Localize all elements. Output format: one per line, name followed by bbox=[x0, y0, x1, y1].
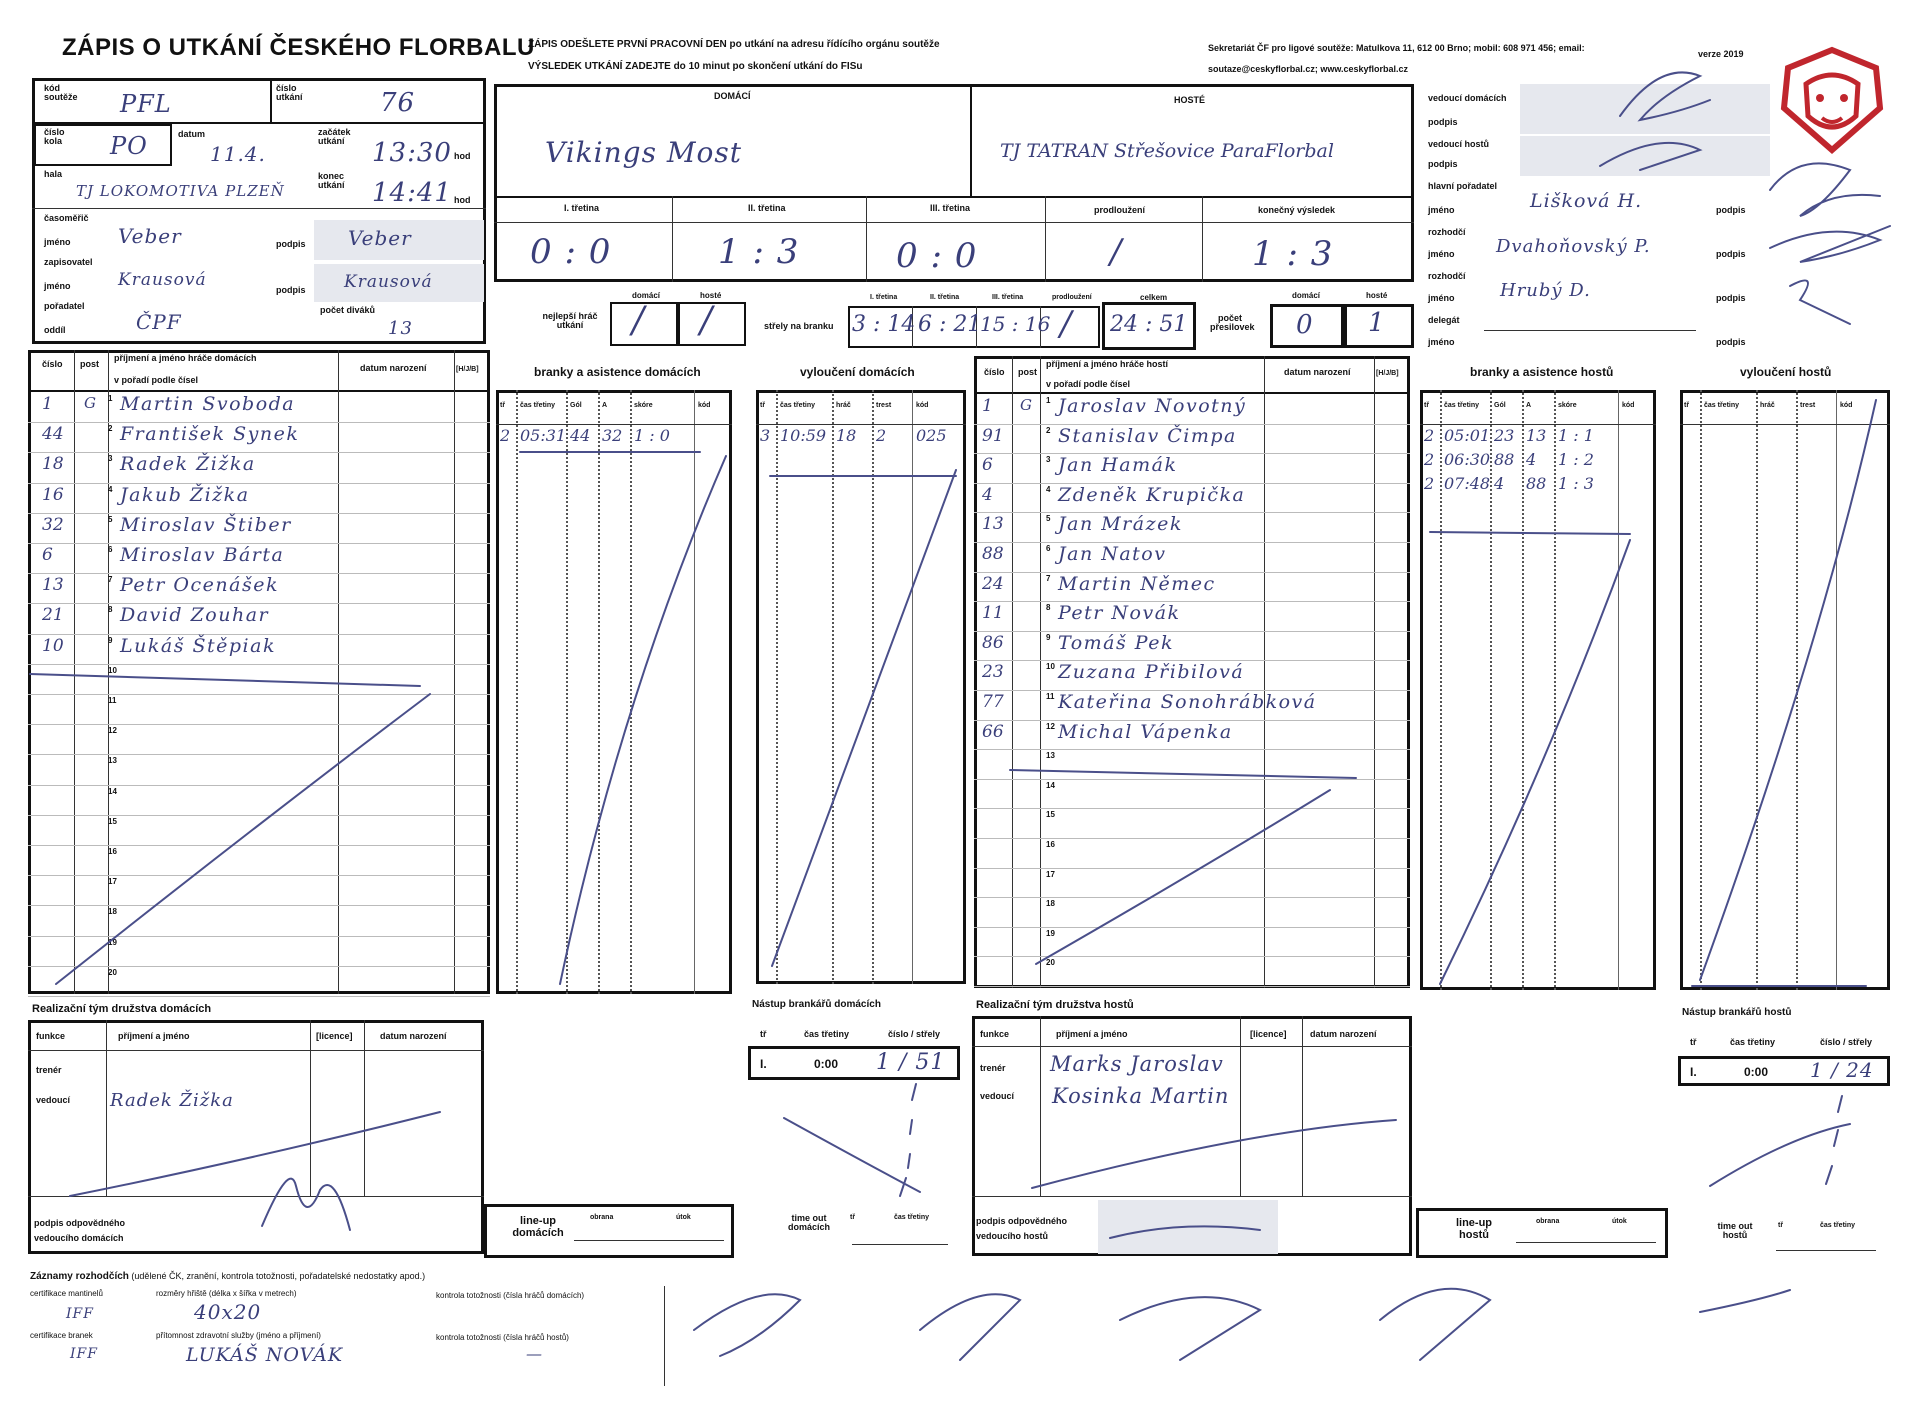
away-penalties-table bbox=[1680, 390, 1890, 990]
player-name[interactable]: Jan Natov bbox=[1058, 543, 1167, 565]
player-name[interactable]: Zuzana Přibilová bbox=[1058, 661, 1245, 684]
player-number[interactable]: 13 bbox=[42, 575, 64, 596]
away_goals-skore[interactable]: 1 : 1 bbox=[1558, 426, 1594, 445]
row-index: 5 bbox=[1046, 514, 1051, 524]
row-index: 11 bbox=[108, 696, 117, 705]
secretariat-2: soutaze@ceskyflorbal.cz; www.ceskyflorbal.cz bbox=[1208, 64, 1409, 74]
row-index: 11 bbox=[1046, 692, 1055, 701]
away-staff-trener[interactable]: Marks Jaroslav bbox=[1050, 1052, 1224, 1076]
home-staff-vedouci[interactable]: Radek Žižka bbox=[110, 1090, 234, 1111]
player-number[interactable]: 1 bbox=[42, 394, 53, 414]
notes-subtitle: (udělené ČK, zranění, kontrola totožnosti, pořadatelské nedostatky apod.) bbox=[131, 1271, 426, 1281]
row-index: 8 bbox=[108, 605, 113, 615]
row-index: 14 bbox=[1046, 780, 1055, 790]
home_goals-a[interactable]: 32 bbox=[602, 426, 623, 445]
timekeeper-name[interactable]: Veber bbox=[118, 224, 182, 248]
rink-dimensions[interactable]: 40x20 bbox=[194, 1300, 262, 1324]
away_goals-a[interactable]: 13 bbox=[1526, 426, 1547, 445]
row-index: 17 bbox=[1046, 869, 1055, 879]
row-index: 4 bbox=[1046, 484, 1051, 494]
home_goals-tr[interactable]: 2 bbox=[500, 426, 511, 445]
player-name[interactable]: Petr Ocenášek bbox=[120, 574, 279, 597]
row-index: 8 bbox=[1046, 603, 1051, 613]
player-name[interactable]: Martin Svoboda bbox=[120, 393, 296, 415]
referee-1-name[interactable]: Dvahoňovský P. bbox=[1496, 236, 1651, 257]
away_goals-tr[interactable]: 2 bbox=[1424, 426, 1435, 445]
home_penalties-cas[interactable]: 10:59 bbox=[780, 426, 827, 445]
player-position[interactable]: G bbox=[84, 394, 97, 412]
player-number[interactable]: 88 bbox=[982, 544, 1004, 564]
player-number[interactable]: 91 bbox=[982, 425, 1004, 446]
row-index: 19 bbox=[1046, 928, 1055, 938]
player-number[interactable]: 6 bbox=[42, 545, 53, 565]
row-index: 15 bbox=[1046, 810, 1055, 820]
away-goalie-number[interactable]: 1 / 24 bbox=[1810, 1058, 1874, 1082]
home_penalties-kod[interactable]: 025 bbox=[916, 426, 947, 445]
form-title: ZÁPIS O UTKÁNÍ ČESKÉHO FLORBALU bbox=[62, 34, 535, 61]
lion-logo-icon bbox=[1776, 46, 1888, 154]
score-overtime[interactable]: / bbox=[1110, 232, 1123, 272]
score-final[interactable]: 1 : 3 bbox=[1252, 234, 1334, 274]
row-index: 1 bbox=[108, 394, 113, 403]
away_goals-cas[interactable]: 05:01 bbox=[1444, 426, 1491, 445]
row-index: 6 bbox=[108, 545, 113, 554]
player-number[interactable]: 10 bbox=[42, 635, 64, 656]
timekeeper-signature: Veber bbox=[348, 226, 412, 250]
player-name[interactable]: Kateřina Sonohrábková bbox=[1058, 691, 1317, 713]
row-index: 16 bbox=[108, 847, 117, 856]
player-number[interactable]: 11 bbox=[982, 603, 1004, 624]
player-number[interactable]: 24 bbox=[982, 573, 1004, 594]
player-position[interactable]: G bbox=[1020, 396, 1033, 414]
away_goals-skore[interactable]: 1 : 2 bbox=[1558, 450, 1594, 469]
instruction-1: ZÁPIS ODEŠLETE PRVNÍ PRACOVNÍ DEN po utkání na adresu řídícího orgánu soutěže bbox=[528, 39, 940, 50]
row-index: 13 bbox=[1046, 751, 1055, 761]
row-index: 15 bbox=[108, 816, 117, 826]
player-name[interactable]: Zdeněk Krupička bbox=[1058, 483, 1246, 506]
match-number[interactable]: 76 bbox=[380, 88, 416, 118]
row-index: 3 bbox=[108, 454, 113, 464]
home_goals-cas[interactable]: 05:31 bbox=[520, 426, 567, 445]
medical-service[interactable]: LUKÁŠ NOVÁK bbox=[186, 1344, 344, 1366]
player-name[interactable]: Radek Žižka bbox=[120, 453, 256, 476]
home-goalie-number[interactable]: 1 / 51 bbox=[876, 1050, 946, 1075]
shots-period-1[interactable]: 3 : 14 bbox=[852, 312, 916, 337]
player-name[interactable]: Stanislav Čimpa bbox=[1058, 424, 1237, 447]
player-number[interactable]: 13 bbox=[982, 514, 1004, 535]
powerplays-home[interactable]: 0 bbox=[1296, 310, 1314, 340]
recorder-signature: Krausová bbox=[344, 272, 433, 292]
player-number[interactable]: 18 bbox=[42, 454, 64, 475]
instruction-2: VÝSLEDEK UTKÁNÍ ZADEJTE do 10 minut po skončení utkání do FISu bbox=[528, 61, 863, 72]
row-index: 19 bbox=[108, 937, 117, 947]
score-period-3[interactable]: 0 : 0 bbox=[896, 236, 978, 276]
player-name[interactable]: Jan Mrázek bbox=[1058, 513, 1183, 536]
row-index: 9 bbox=[108, 635, 113, 645]
powerplays-away[interactable]: 1 bbox=[1368, 308, 1386, 338]
row-index: 2 bbox=[1046, 425, 1051, 435]
player-name[interactable]: Miroslav Bárta bbox=[120, 544, 285, 566]
row-index: 18 bbox=[1046, 899, 1055, 909]
row-index: 13 bbox=[108, 756, 117, 766]
player-name[interactable]: Tomáš Pek bbox=[1058, 631, 1174, 654]
row-index: 17 bbox=[108, 877, 117, 887]
secretariat-1: Sekretariát ČF pro ligové soutěže: Matulkova 11, 612 00 Brno; mobil: 608 971 456; email: bbox=[1208, 43, 1585, 53]
player-name[interactable]: Jan Hamák bbox=[1058, 454, 1178, 477]
player-number[interactable]: 21 bbox=[42, 605, 64, 626]
row-index: 4 bbox=[108, 484, 113, 494]
player-name[interactable]: Lukáš Štěpiak bbox=[120, 634, 276, 657]
away_goals-gol[interactable]: 4 bbox=[1494, 474, 1505, 493]
row-index: 6 bbox=[1046, 544, 1051, 553]
row-index: 7 bbox=[108, 575, 113, 585]
player-number[interactable]: 66 bbox=[982, 721, 1004, 742]
away-team-name[interactable]: TJ TATRAN Střešovice ParaFlorbal bbox=[1000, 140, 1334, 162]
end-time[interactable]: 14:41 bbox=[372, 178, 452, 208]
player-number[interactable]: 44 bbox=[42, 424, 64, 445]
away_goals-cas[interactable]: 07:48 bbox=[1444, 474, 1491, 493]
spectator-count[interactable]: 13 bbox=[388, 318, 413, 339]
row-index: 20 bbox=[108, 967, 117, 977]
away_goals-gol[interactable]: 23 bbox=[1494, 426, 1515, 445]
away-staff-vedouci[interactable]: Kosinka Martin bbox=[1052, 1084, 1230, 1108]
start-time[interactable]: 13:30 bbox=[372, 138, 452, 168]
home_goals-skore[interactable]: 1 : 0 bbox=[634, 426, 670, 445]
home_penalties-tr[interactable]: 3 bbox=[760, 426, 771, 445]
goals-certification[interactable]: IFF bbox=[70, 1346, 98, 1362]
home-team-name[interactable]: Vikings Most bbox=[545, 136, 742, 169]
player-number[interactable]: 4 bbox=[982, 484, 993, 505]
notes-title: Záznamy rozhodčích bbox=[30, 1271, 129, 1282]
player-name[interactable]: David Zouhar bbox=[120, 604, 270, 627]
main-organizer-name[interactable]: Lišková H. bbox=[1530, 190, 1643, 212]
player-name[interactable]: Miroslav Štiber bbox=[120, 513, 292, 536]
organizer-club[interactable]: ČPF bbox=[136, 310, 182, 334]
player-name[interactable]: Jaroslav Novotný bbox=[1058, 395, 1247, 417]
away_goals-cas[interactable]: 06:30 bbox=[1444, 450, 1491, 469]
home-goals-table bbox=[496, 390, 732, 994]
player-number[interactable]: 32 bbox=[42, 514, 64, 535]
home_penalties-hrac[interactable]: 18 bbox=[836, 426, 857, 445]
away_goals-skore[interactable]: 1 : 3 bbox=[1558, 474, 1594, 493]
player-name[interactable]: František Synek bbox=[120, 423, 300, 446]
row-index: 1 bbox=[1046, 396, 1051, 405]
row-index: 12 bbox=[108, 726, 117, 736]
player-number[interactable]: 77 bbox=[982, 692, 1004, 712]
player-name[interactable]: Jakub Žižka bbox=[120, 483, 250, 506]
away_goals-tr[interactable]: 2 bbox=[1424, 474, 1435, 493]
version-label: verze 2019 bbox=[1698, 49, 1744, 59]
venue-name[interactable]: TJ LOKOMOTIVA PLZEŇ bbox=[76, 182, 285, 200]
row-index: 9 bbox=[1046, 632, 1051, 642]
row-index: 14 bbox=[108, 786, 117, 796]
player-number[interactable]: 16 bbox=[42, 484, 64, 505]
shots-total[interactable]: 24 : 51 bbox=[1110, 312, 1188, 337]
player-number[interactable]: 1 bbox=[982, 396, 993, 416]
home-penalties-table bbox=[756, 390, 966, 984]
row-index: 18 bbox=[108, 907, 117, 917]
row-index: 3 bbox=[1046, 455, 1051, 465]
player-number[interactable]: 86 bbox=[982, 632, 1004, 653]
round-number[interactable]: PO bbox=[110, 132, 148, 160]
score-period-1[interactable]: 0 : 0 bbox=[530, 232, 612, 272]
row-index: 16 bbox=[1046, 840, 1055, 849]
home_goals-gol[interactable]: 44 bbox=[570, 426, 591, 445]
row-index: 5 bbox=[108, 514, 113, 524]
player-name[interactable]: Petr Novák bbox=[1058, 602, 1181, 625]
shots-period-3[interactable]: 15 : 16 bbox=[980, 312, 1051, 336]
row-index: 2 bbox=[108, 424, 113, 434]
score-period-2[interactable]: 1 : 3 bbox=[718, 232, 800, 272]
shots-overtime[interactable]: / bbox=[1060, 304, 1073, 344]
identity-check-away[interactable]: — bbox=[526, 1344, 543, 1363]
row-index: 7 bbox=[1046, 573, 1051, 583]
match-info-box bbox=[32, 78, 486, 344]
player-name[interactable]: Michal Vápenka bbox=[1058, 720, 1233, 743]
home-roster-table bbox=[28, 350, 490, 994]
row-index: 10 bbox=[1046, 662, 1055, 672]
competition-code[interactable]: PFL bbox=[120, 90, 172, 118]
player-name[interactable]: Martin Němec bbox=[1058, 572, 1216, 595]
recorder-name[interactable]: Krausová bbox=[118, 270, 207, 290]
away_goals-a[interactable]: 4 bbox=[1526, 450, 1537, 469]
referee-2-name[interactable]: Hrubý D. bbox=[1500, 280, 1591, 301]
boards-certification[interactable]: IFF bbox=[66, 1306, 94, 1322]
row-index: 12 bbox=[1046, 721, 1055, 731]
home_penalties-trest[interactable]: 2 bbox=[876, 426, 887, 445]
player-number[interactable]: 23 bbox=[982, 662, 1004, 683]
away_goals-gol[interactable]: 88 bbox=[1494, 450, 1515, 469]
match-date[interactable]: 11.4. bbox=[210, 142, 266, 166]
away_goals-tr[interactable]: 2 bbox=[1424, 450, 1435, 469]
player-number[interactable]: 6 bbox=[982, 455, 993, 476]
away_goals-a[interactable]: 88 bbox=[1526, 474, 1547, 493]
row-index: 10 bbox=[108, 665, 117, 675]
shots-period-2[interactable]: 6 : 21 bbox=[918, 312, 982, 337]
row-index: 20 bbox=[1046, 958, 1055, 968]
